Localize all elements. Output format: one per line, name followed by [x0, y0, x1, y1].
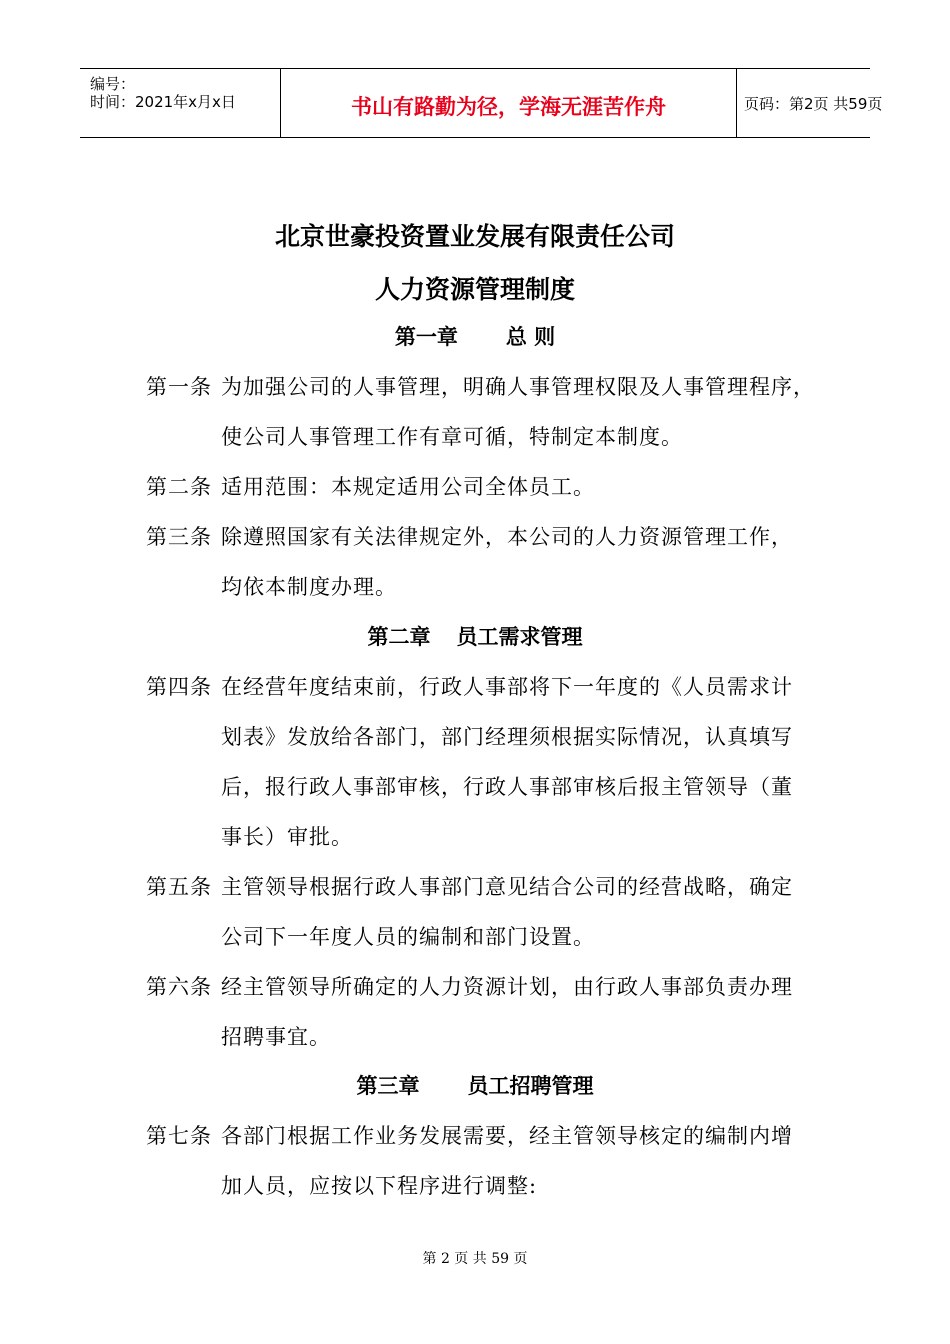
chapter-name: 总 则 [505, 325, 556, 349]
article-continuation: 招聘事宜。 [221, 1025, 331, 1049]
article-continuation: 公司下一年度人员的编制和部门设置。 [221, 925, 595, 949]
article-continuation: 划表》发放给各部门，部门经理须根据实际情况，认真填写 [221, 725, 793, 749]
article-text: 各部门根据工作业务发展需要，经主管领导核定的编制内增 [221, 1124, 793, 1148]
chapter-heading [0, 321, 950, 351]
header-motto: 书山有路勤为径，学海无涯苦作舟 [351, 95, 666, 119]
article-text: 主管领导根据行政人事部门意见结合公司的经营战略，确定 [221, 875, 793, 899]
document-time-label: 时间：2021年x月x日 [90, 93, 236, 111]
article-line [146, 971, 793, 1001]
article-number: 第一条 [146, 375, 212, 399]
chapter-number: 第三章 [356, 1074, 420, 1098]
article-line [146, 671, 793, 701]
document-number-label: 编号： [90, 75, 136, 93]
chapter-heading [0, 1070, 950, 1100]
article-number: 第六条 [146, 975, 212, 999]
article-text: 为加强公司的人事管理，明确人事管理权限及人事管理程序， [221, 375, 815, 399]
header-left-cell [80, 69, 280, 137]
article-continuation: 均依本制度办理。 [221, 575, 397, 599]
chapter-name: 员工需求管理 [456, 625, 583, 649]
chapter-heading [0, 621, 950, 651]
article-text: 经主管领导所确定的人力资源计划，由行政人事部负责办理 [221, 975, 793, 999]
header-page-info: 页码：第2页 共59页 [744, 95, 883, 113]
header-right-cell [736, 69, 883, 137]
document-title: 人力资源管理制度 [374, 275, 575, 304]
chapter-name: 员工招聘管理 [467, 1074, 594, 1098]
company-title: 北京世豪投资置业发展有限责任公司 [274, 222, 675, 251]
page-header [80, 68, 883, 138]
article-number: 第五条 [146, 875, 212, 899]
article-number: 第四条 [146, 675, 212, 699]
article-line [146, 521, 793, 551]
chapter-number: 第一章 [394, 325, 458, 349]
article-number: 第二条 [146, 475, 212, 499]
chapter-number: 第二章 [367, 625, 431, 649]
article-line [146, 371, 815, 401]
article-continuation: 后，报行政人事部审核，行政人事部审核后报主管领导（董 [221, 775, 793, 799]
article-continuation: 使公司人事管理工作有章可循，特制定本制度。 [221, 425, 683, 449]
page-footer: 第 2 页 共 59 页 [422, 1251, 528, 1267]
article-text: 在经营年度结束前，行政人事部将下一年度的《人员需求计 [221, 675, 793, 699]
article-line [146, 1120, 793, 1150]
article-text: 除遵照国家有关法律规定外，本公司的人力资源管理工作， [221, 525, 793, 549]
article-continuation: 加人员，应按以下程序进行调整: [221, 1174, 538, 1198]
header-motto-cell [280, 69, 737, 137]
article-number: 第三条 [146, 525, 212, 549]
article-text: 适用范围：本规定适用公司全体员工。 [221, 475, 595, 499]
article-number: 第七条 [146, 1124, 212, 1148]
article-continuation: 事长）审批。 [221, 825, 353, 849]
article-line [146, 871, 793, 901]
article-line [146, 471, 595, 501]
